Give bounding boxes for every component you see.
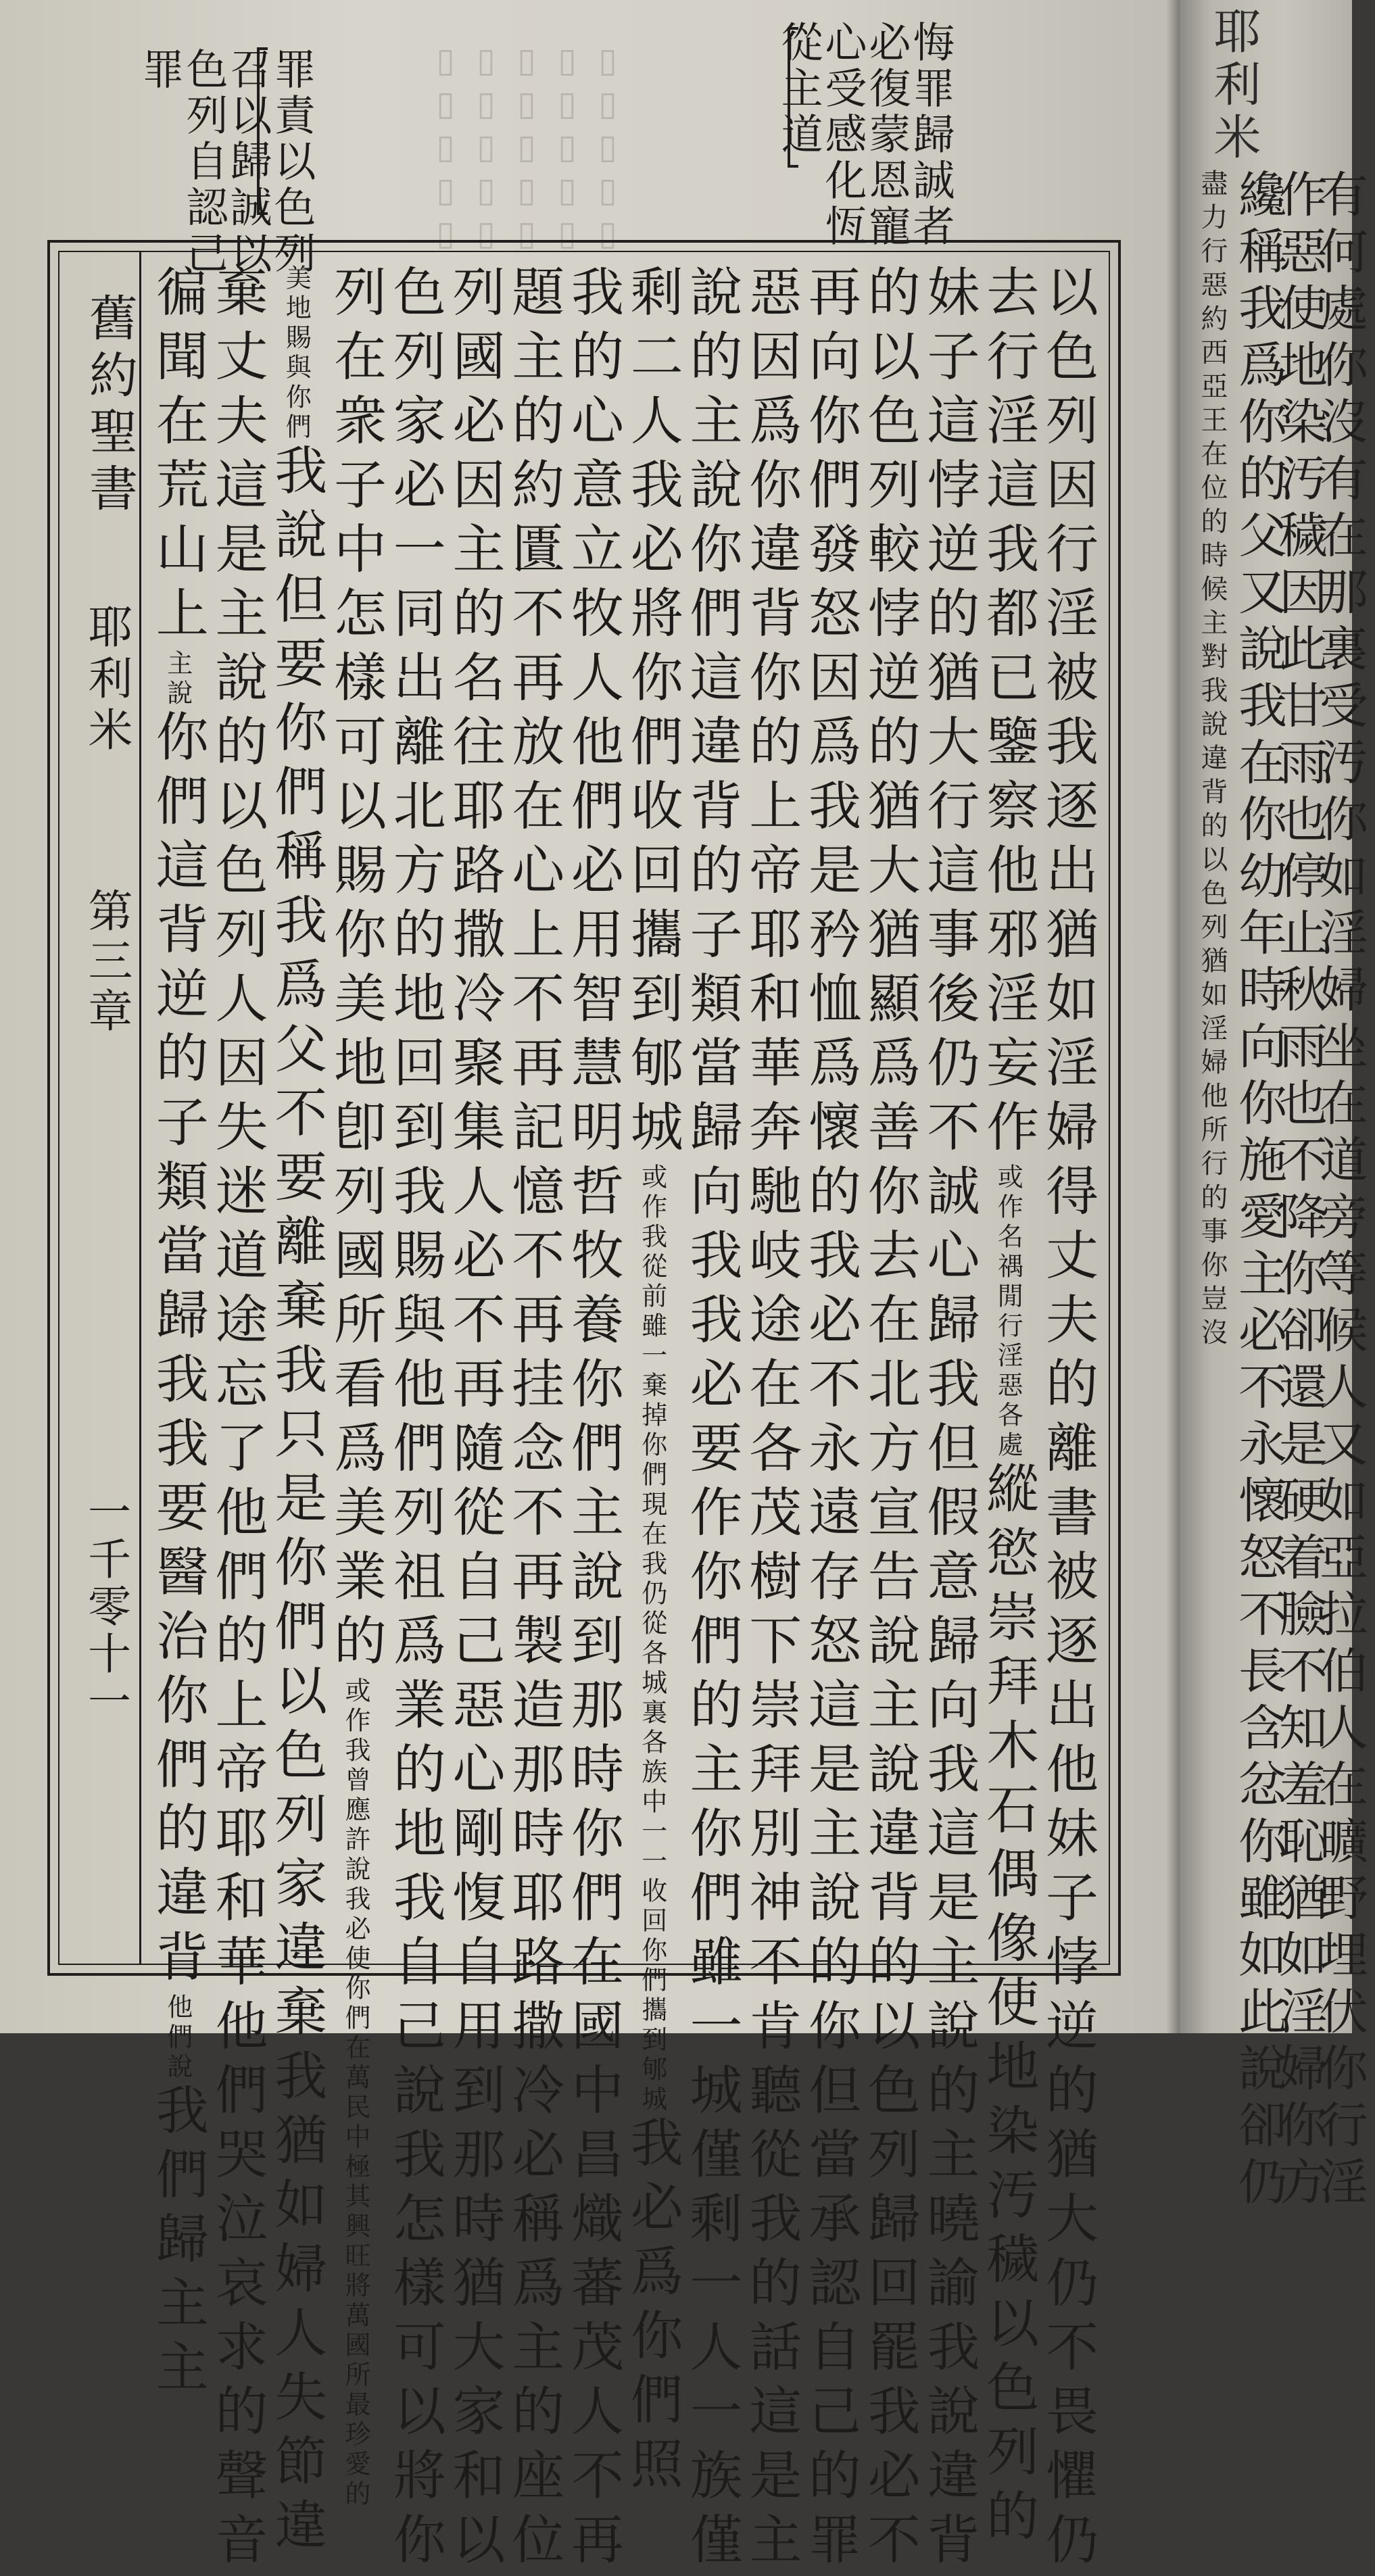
margin-note: 色列自認己 [179, 47, 228, 277]
inline-note: 或作我從前雖一棄掉你們現在我仍從各城裏各族中一一收回你們攜到郇城 [637, 1163, 667, 2115]
text-column: 惡因爲你違背你的上帝耶和華奔馳岐途在各茂樹下崇拜別神不肯聽從我的話這是主 [740, 264, 802, 2576]
text-frame [47, 240, 1121, 2576]
margin-note: 從主道 [774, 20, 823, 158]
adjacent-page-column: 纔稱我爲你的父又說我在你幼年時向你施愛主必不永懷怒不長含忿你雖如此說卻仍 [1230, 169, 1287, 2213]
text-column: 列國必因主的名往耶路撒冷聚集人必不再隨從自己惡心剛愎自用到那時猶大家和以 [443, 264, 505, 2576]
inline-note: 美地賜與你們 [281, 264, 312, 443]
margin-note: 罪 [135, 47, 185, 93]
text-column: 美地賜與你們我說但要你們稱我爲父不要離棄我只是你們以色列家違棄我猶如婦人失節違 [266, 264, 327, 2562]
margin-note: 召以歸誠以 [223, 47, 272, 277]
text-column: 以色列因行淫被我逐出猶如淫婦得丈夫的離書被逐出他妹子悖逆的猶大仍不畏懼仍 [1037, 264, 1098, 2576]
text-column: 棄丈夫這是主說的以色列人因失迷道途忘了他們的上帝耶和華他們哭泣哀求的聲音 [206, 264, 268, 2576]
text-column: 妹子這悖逆的猶大行這事後仍不誠心歸我但假意歸向我這是主說的主曉諭我說違背 [918, 264, 980, 2576]
text-column: 色列家必一同出離北方的地回到我賜與他們列祖爲業的地我自己說我怎樣可以將你 [384, 264, 445, 2576]
bleed-through-text: ▯▯▯▯▯ [426, 41, 465, 257]
text-column: 剩二人我必將你們收回攜到郇城或作我從前雖一棄掉你們現在我仍從各城裏各族中一一收回你們攜到郇城我必爲你們照 [621, 264, 683, 2500]
text-column: 徧聞在荒山上主說你們這背逆的子類當歸我我要醫治你們的違背他們說我們歸主主 [147, 264, 208, 2404]
text-column: 去行淫這我都已鑒察他邪淫妄作或作名禑閒行淫惡各處縱慾崇拜木石偶像使地染汚穢以色列的 [978, 264, 1039, 2552]
text-column: 列在衆子中怎樣可以賜你美地卽列國所看爲美業的或作我曾應許說我必使你們在萬民中極其興旺將萬國所最珍愛的 [325, 264, 386, 2510]
text-column: 題主的約匱不再放在心上不再記憶不再挂念不再製造那時耶路撒冷必稱爲主的座位 [503, 264, 564, 2576]
margin-note: 罪責以色列 [267, 47, 316, 277]
adjacent-page-column: 有何處你沒有在那裏受汚你如淫婦坐在道旁等候人又如亞拉伯人在曠野埋伏你行淫 [1311, 169, 1368, 2213]
book-title: 舊約聖書 [81, 293, 138, 520]
adjacent-page [1180, 0, 1368, 2213]
bleed-through-text: ▯▯▯▯▯ [588, 41, 627, 257]
inline-note: 或作我曾應許說我必使你們在萬民中極其興旺將萬國所最珍愛的 [341, 1677, 370, 2510]
scripture-columns [145, 264, 1098, 2576]
text-column: 我的心意立牧人他們必用智慧明哲牧養你們主說到那時你們在國中昌熾蕃茂人不再 [562, 264, 623, 2576]
margin-note: 心受感化恆 [818, 20, 867, 250]
adjacent-page-column: 作惡使地染汚穢因此甘雨也停止秋雨也不降你卻還是硬着臉不知羞恥猶如淫婦你方 [1271, 169, 1328, 2213]
adjacent-page-header: 耶利米 [1206, 7, 1261, 165]
inline-note: 他們說 [162, 1993, 193, 2083]
text-column: 的以色列較悖逆的猶大猶顯爲善你去在北方宣告說主說違背的以色列歸回罷我必不 [859, 264, 920, 2576]
text-column: 說的主說你們這違背的子類當歸向我我必要作你們的主你們雖一城僅剩一人一族僅 [681, 264, 742, 2576]
margin-note: 必復蒙恩寵 [862, 20, 911, 250]
margin-note: 悔罪歸誠者 [906, 20, 955, 250]
bleed-through-text: ▯▯▯▯▯ [548, 41, 587, 257]
inline-note: 或作名禑閒行淫惡各處 [993, 1163, 1023, 1461]
running-header [59, 252, 141, 1964]
text-frame-inner [58, 251, 1110, 2576]
chapter-label: 第三章 [80, 888, 132, 1038]
text-column: 再向你們發怒因爲我是矜恤爲懷的我必不永遠存怒這是主說的你但當承認自己的罪 [800, 264, 861, 2576]
book-name: 耶利米 [80, 604, 132, 758]
bleed-through-text: ▯▯▯▯▯ [466, 41, 506, 257]
page-number: 一千零十一 [80, 1489, 130, 1726]
inline-note: 主說 [162, 650, 193, 709]
bleed-through-text: ▯▯▯▯▯ [507, 41, 546, 257]
adjacent-page-column: 盡力行惡約西亞王在位的時候主對我說違背的以色列猶如淫婦他所行的事你豈沒 [1197, 169, 1228, 1352]
